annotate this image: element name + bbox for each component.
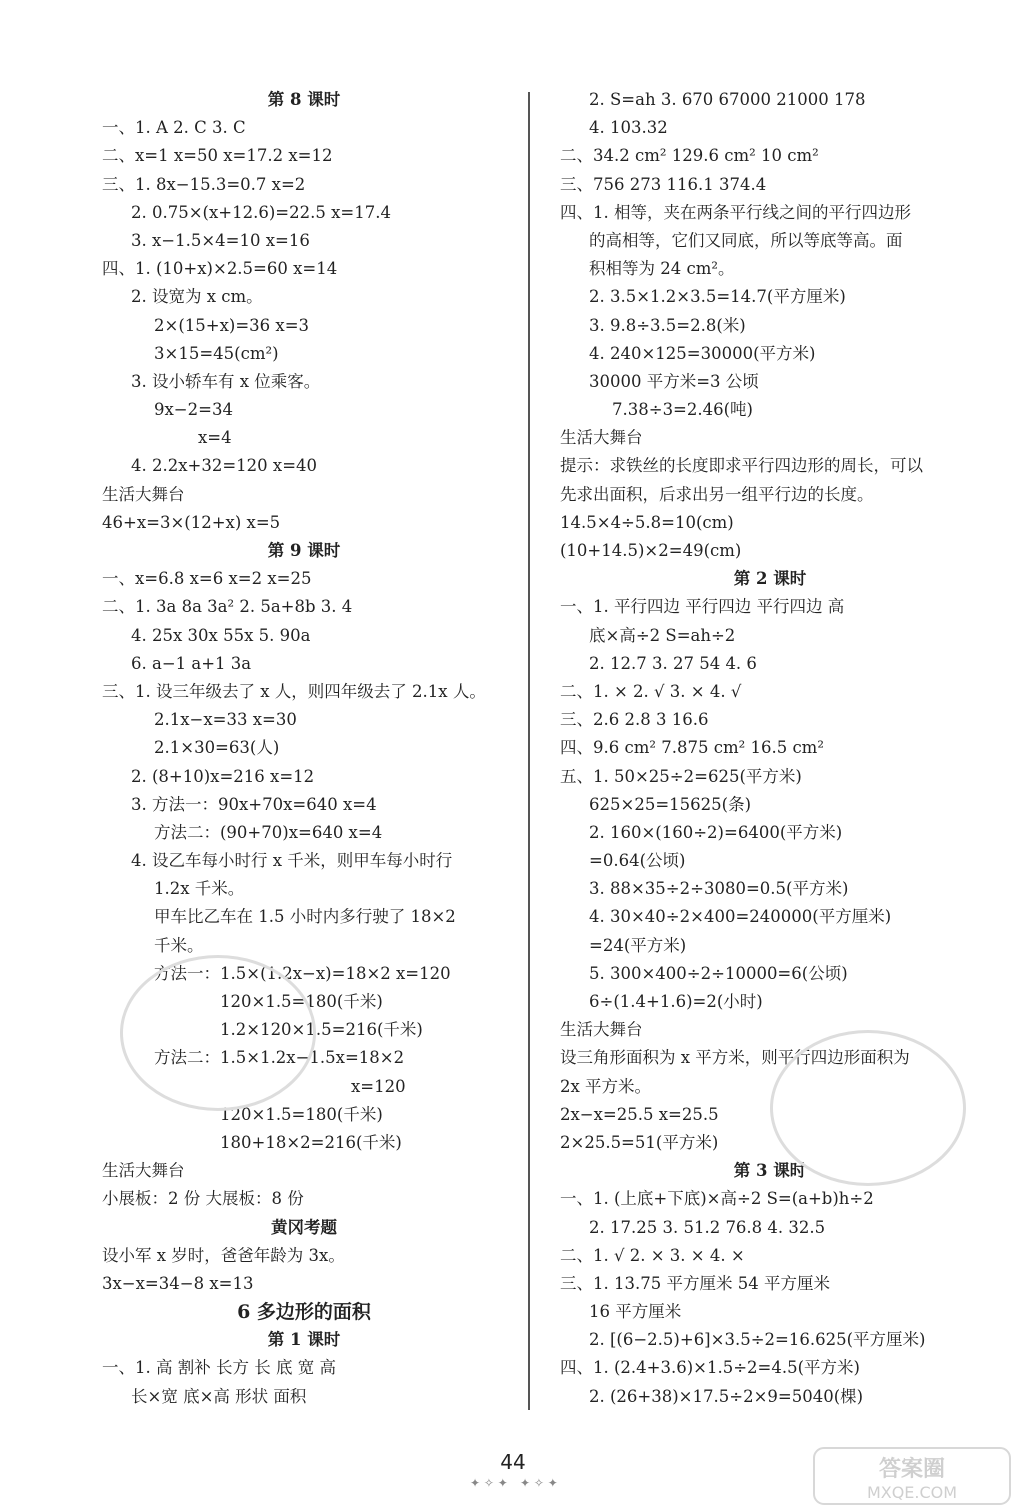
right-answer-line: 2. 17.25 3. 51.2 76.8 4. 32.5 (589, 1217, 826, 1237)
right-answer-line: 2x−x=25.5 x=25.5 (560, 1104, 719, 1124)
right-answer-line: 三、1. 13.75 平方厘米 54 平方厘米 (560, 1273, 830, 1293)
left-column (102, 86, 506, 1411)
left-answer-line: 180+18×2=216(千米) (220, 1132, 402, 1152)
right-answer-line: 3. 9.8÷3.5=2.8(米) (589, 315, 746, 335)
right-answer-line: 设三角形面积为 x 平方米，则平行四边形面积为 (560, 1048, 910, 1068)
right-answer-line: 2. 160×(160÷2)=6400(平方米) (589, 822, 843, 842)
left-answer-line: 设小军 x 岁时，爸爸年龄为 3x。 (102, 1245, 345, 1265)
left-answer-line: 46+x=3×(12+x) x=5 (102, 512, 281, 532)
column-divider (528, 92, 530, 1410)
left-answer-line: 一、1. 高 割补 长方 长 底 宽 高 (102, 1358, 336, 1378)
right-answer-line: 2. S=ah 3. 670 67000 21000 178 (589, 90, 866, 109)
right-heading: 第 3 课时 (733, 1161, 807, 1181)
right-answer-line: 三、756 273 116.1 374.4 (560, 174, 767, 194)
left-answer-line: 3×15=45(cm²) (154, 343, 279, 363)
ornament-left: ✦ ✧ ✦ (470, 1476, 508, 1490)
right-answer-line: 2. [(6−2.5)+6]×3.5÷2=16.625(平方厘米) (589, 1330, 926, 1350)
right-answer-line: 6÷(1.4+1.6)=2(小时) (589, 992, 763, 1011)
left-answer-line: 2.1x−x=33 x=30 (154, 710, 297, 730)
left-answer-line: 三、1. 设三年级去了 x 人，则四年级去了 2.1x 人。 (102, 681, 486, 701)
right-answer-line: 生活大舞台 (560, 428, 643, 448)
right-answer-line: 5. 300×400÷2÷10000=6(公顷) (589, 963, 848, 983)
right-answer-line: 四、9.6 cm² 7.875 cm² 16.5 cm² (560, 738, 824, 758)
left-heading: 第 8 课时 (267, 90, 341, 109)
right-answer-line: 提示：求铁丝的长度即求平行四边形的周长，可以 (560, 456, 923, 476)
left-answer-line: 3. 设小轿车有 x 位乘客。 (131, 371, 321, 391)
watermark-url: MXQE.COM (866, 1483, 958, 1502)
left-heading: 6 多边形的面积 (237, 1301, 371, 1324)
left-answer-line: 方法一：1.5×(1.2x−x)=18×2 x=120 (154, 963, 451, 983)
left-heading: 第 9 课时 (267, 541, 341, 560)
left-heading: 黄冈考题 (271, 1217, 337, 1237)
left-answer-line: 生活大舞台 (102, 484, 185, 504)
right-answer-line: 一、1. 平行四边 平行四边 平行四边 高 (560, 597, 845, 617)
left-answer-line: 1.2×120×1.5=216(千米) (220, 1020, 423, 1040)
right-answer-line: 三、2.6 2.8 3 16.6 (560, 710, 709, 730)
left-answer-line: 长×宽 底×高 形状 面积 (131, 1386, 307, 1406)
right-answer-line: 积相等为 24 cm²。 (589, 259, 735, 279)
left-answer-line: 3. 方法一：90x+70x=640 x=4 (131, 794, 377, 814)
left-answer-line: 四、1. (10+x)×2.5=60 x=14 (102, 259, 338, 279)
right-answer-line: 底×高÷2 S=ah÷2 (589, 625, 736, 645)
right-answer-line: 14.5×4÷5.8=10(cm) (560, 512, 734, 532)
left-answer-line: 小展板：2 份 大展板：8 份 (102, 1189, 304, 1209)
watermark-text: 答案圈 (878, 1457, 946, 1482)
faint-stamp-left (120, 955, 316, 1111)
left-answer-line: 一、1. A 2. C 3. C (102, 118, 246, 138)
left-answer-line: x=4 (198, 428, 232, 448)
left-answer-line: 9x−2=34 (154, 400, 233, 420)
right-answer-line: 4. 30×40÷2×400=240000(平方厘米) (589, 907, 892, 927)
right-answer-line: 四、1. (2.4+3.6)×1.5÷2=4.5(平方米) (560, 1358, 860, 1378)
left-answer-line: 一、x=6.8 x=6 x=2 x=25 (102, 569, 312, 589)
right-answer-line: 先求出面积，后求出另一组平行边的长度。 (560, 484, 874, 504)
right-answer-line: 五、1. 50×25÷2=625(平方米) (560, 766, 802, 786)
right-answer-line: 一、1. (上底+下底)×高÷2 S=(a+b)h÷2 (560, 1189, 874, 1209)
left-answer-line: 4. 2.2x+32=120 x=40 (131, 456, 318, 476)
right-answer-line: 2. 12.7 3. 27 54 4. 6 (589, 653, 757, 673)
right-answer-line: 2. (26+38)×17.5÷2×9=5040(棵) (589, 1386, 864, 1406)
right-answer-line: 二、1. √ 2. × 3. × 4. × (560, 1245, 745, 1265)
page-number: 44 (500, 1450, 526, 1474)
left-answer-line: 方法二：(90+70)x=640 x=4 (154, 822, 383, 842)
right-answer-line: 2. 3.5×1.2×3.5=14.7(平方厘米) (589, 287, 846, 307)
left-answer-line: 千米。 (154, 935, 204, 955)
right-answer-line: 4. 103.32 (589, 118, 668, 138)
right-answer-line: 30000 平方米=3 公顷 (589, 371, 759, 391)
ornament-right: ✦ ✧ ✦ (520, 1476, 558, 1490)
right-answer-line: 的高相等，它们又同底，所以等底等高。面 (589, 230, 903, 250)
left-answer-line: 120×1.5=180(千米) (220, 1104, 383, 1124)
left-answer-line: 1.2x 千米。 (154, 879, 245, 899)
left-answer-line: x=120 (351, 1076, 406, 1096)
left-answer-line: 二、x=1 x=50 x=17.2 x=12 (102, 146, 333, 166)
left-answer-line: 120×1.5=180(千米) (220, 992, 383, 1011)
left-heading: 第 1 课时 (267, 1330, 341, 1350)
right-answer-line: 2×25.5=51(平方米) (560, 1132, 719, 1152)
left-answer-line: 4. 设乙车每小时行 x 千米，则甲车每小时行 (131, 851, 453, 871)
right-answer-line: 四、1. 相等，夹在两条平行线之间的平行四边形 (560, 202, 911, 222)
right-answer-line: 7.38÷3=2.46(吨) (612, 400, 753, 420)
left-answer-line: 三、1. 8x−15.3=0.7 x=2 (102, 174, 306, 194)
right-answer-line: =0.64(公顷) (589, 851, 686, 871)
right-answer-line: 625×25=15625(条) (589, 794, 752, 814)
right-heading: 第 2 课时 (733, 569, 807, 589)
right-answer-line: 4. 240×125=30000(平方米) (589, 343, 816, 363)
right-answer-line: 16 平方厘米 (589, 1302, 682, 1322)
left-answer-line: 生活大舞台 (102, 1161, 185, 1181)
right-answer-line: 生活大舞台 (560, 1020, 643, 1040)
left-answer-line: 4. 25x 30x 55x 5. 90a (131, 625, 311, 645)
right-answer-line: 2x 平方米。 (560, 1076, 652, 1096)
left-answer-line: 甲车比乙车在 1.5 小时内多行驶了 18×2 (154, 907, 456, 927)
left-answer-line: 3x−x=34−8 x=13 (102, 1273, 254, 1293)
left-answer-line: 2.1×30=63(人) (154, 738, 280, 758)
right-answer-line: =24(平方米) (589, 935, 687, 955)
right-column (560, 86, 980, 1411)
right-answer-line: 二、1. × 2. √ 3. × 4. √ (560, 681, 742, 701)
left-answer-line: 2. 0.75×(x+12.6)=22.5 x=17.4 (131, 202, 391, 222)
right-answer-line: 二、34.2 cm² 129.6 cm² 10 cm² (560, 146, 819, 166)
left-answer-line: 3. x−1.5×4=10 x=16 (131, 230, 310, 250)
faint-stamp-right (770, 1030, 966, 1186)
left-answer-line: 2. (8+10)x=216 x=12 (131, 766, 315, 786)
right-answer-line: 3. 88×35÷2÷3080=0.5(平方米) (589, 879, 849, 899)
left-answer-line: 方法二：1.5×1.2x−1.5x=18×2 (154, 1048, 405, 1068)
watermark-logo (812, 1446, 1012, 1506)
right-answer-line: (10+14.5)×2=49(cm) (560, 541, 742, 560)
left-answer-line: 6. a−1 a+1 3a (131, 653, 252, 673)
left-answer-line: 2. 设宽为 x cm。 (131, 287, 263, 307)
left-answer-line: 二、1. 3a 8a 3a² 2. 5a+8b 3. 4 (102, 597, 353, 617)
left-answer-line: 2×(15+x)=36 x=3 (154, 315, 310, 335)
